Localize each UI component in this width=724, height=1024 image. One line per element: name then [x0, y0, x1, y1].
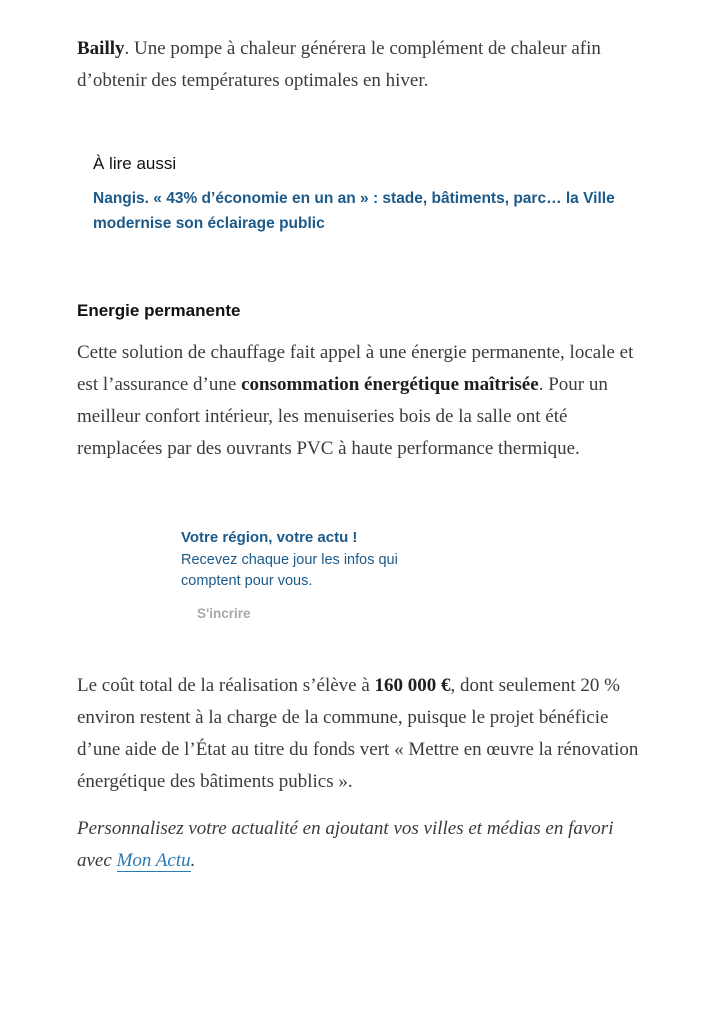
article-paragraph — [77, 337, 652, 465]
subscribe-button[interactable]: S'incrire — [197, 606, 251, 621]
paragraph-text: Le coût total de la réalisation s’élève à — [77, 675, 375, 696]
paragraph-text: . — [190, 850, 196, 871]
paragraph-text: . Une pompe à chaleur générera le complément de chaleur afin d’obtenir des températures optimales en hiver. — [77, 38, 601, 91]
paragraph-text: . Pour un meilleur confort intérieur, les menuiseries bois de la salle ont été remplacées par des ouvrants PVC à haute performance thermique. — [77, 374, 608, 459]
related-article-link[interactable]: Nangis. « 43% d’économie en un an » : stade, bâtiments, parc… la Ville modernise son éclairage public — [93, 190, 615, 232]
paragraph-text: Personnalisez votre actualité en ajoutant vos villes et médias en favori avec — [77, 818, 614, 871]
article-paragraph — [77, 813, 652, 877]
mon-actu-link[interactable]: Mon Actu — [116, 850, 191, 871]
related-title: À lire aussi — [93, 154, 177, 173]
newsletter-box — [181, 526, 441, 623]
article-paragraph — [77, 33, 652, 97]
bold-text: 160 000 € — [374, 675, 451, 696]
bold-lead: Bailly — [77, 38, 125, 59]
paragraph-text: , dont seulement 20 % environ restent à la charge de la commune, puisque le projet bénéficie d’une aide de l’État au titre du fonds vert « Mettre en œuvre la rénovation énergétique des bâtiments publics ». — [77, 675, 639, 792]
section-heading: Energie permanente — [77, 301, 241, 320]
related-article-box — [93, 150, 653, 236]
article-paragraph — [77, 670, 652, 798]
paragraph-text: Cette solution de chauffage fait appel à une énergie permanente, locale et est l’assurance d’une — [77, 342, 634, 395]
newsletter-text: Recevez chaque jour les infos qui comptent pour vous. — [181, 552, 398, 589]
newsletter-title: Votre région, votre actu ! — [181, 529, 358, 546]
bold-text: consommation énergétique maîtrisée — [241, 374, 539, 395]
